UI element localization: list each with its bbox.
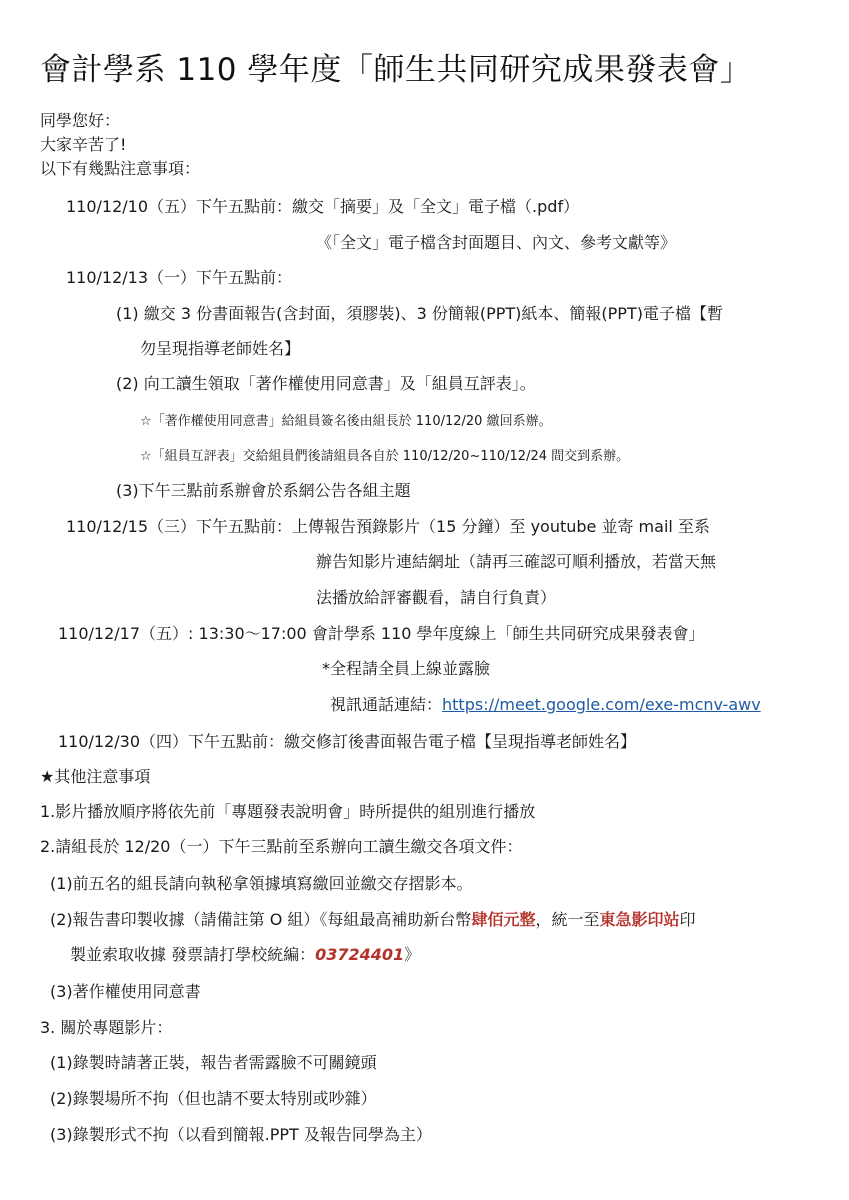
greeting-line: 同學您好： bbox=[40, 111, 121, 130]
schedule-dec13-item: (3)下午三點前系辦會於系網公告各組主題 bbox=[116, 481, 411, 500]
other-subnote: (1)前五名的組長請向執秘拿領據填寫繳回並繳交存摺影本。 bbox=[50, 874, 473, 893]
greeting-line: 大家辛苦了! bbox=[40, 135, 127, 154]
other-subnote: (3)錄製形式不拘（以看到簡報.PPT 及報告同學為主） bbox=[50, 1125, 432, 1144]
other-note: 3. 關於專題影片： bbox=[40, 1018, 173, 1037]
other-note: 1.影片播放順序將依先前「專題發表說明會」時所提供的組別進行播放 bbox=[40, 802, 536, 821]
schedule-dec13-item: 勿呈現指導老師姓名】 bbox=[140, 339, 301, 358]
other-note: 2.請組長於 12/20（一）下午三點前至系辦向工讀生繳交各項文件： bbox=[40, 837, 523, 856]
schedule-dec17-note: *全程請全員上線並露臉 bbox=[322, 659, 491, 678]
schedule-dec10-note: 《「全文」電子檔含封面題目、內文、參考文獻等》 bbox=[316, 233, 677, 252]
schedule-dec13-note: ☆「著作權使用同意書」給組員簽名後由組長於 110/12/20 繳回系辦。 bbox=[140, 414, 552, 429]
receipt-note-cont bbox=[70, 944, 420, 966]
schedule-dec10: 110/12/10（五）下午五點前：繳交「摘要」及「全文」電子檔（.pdf） bbox=[66, 197, 580, 216]
schedule-dec15-cont: 辦告知影片連結網址（請再三確認可順利播放，若當天無 bbox=[316, 552, 717, 571]
video-call-link[interactable]: https://meet.google.com/exe-mcnv-awv bbox=[442, 695, 761, 714]
other-subnote: (3)著作權使用同意書 bbox=[50, 982, 201, 1001]
schedule-dec17: 110/12/17（五）: 13:30～17:00 會計學系 110 學年度線上「師生共同研究成果發表會」 bbox=[58, 624, 705, 643]
schedule-dec15-cont: 法播放給評審觀看，請自行負責） bbox=[316, 588, 557, 607]
print-shop-name: 東急影印站 bbox=[599, 910, 680, 929]
receipt-note-text: (2)報告書印製收據（請備註第 O 組）《每組最高補助新台幣 bbox=[50, 910, 472, 929]
schedule-dec13-item: (2) 向工讀生領取「著作權使用同意書」及「組員互評表」。 bbox=[116, 374, 536, 393]
other-subnote: (1)錄製時請著正裝，報告者需露臉不可關鏡頭 bbox=[50, 1053, 377, 1072]
receipt-note-text: 》 bbox=[404, 945, 421, 964]
schedule-dec15: 110/12/15（三）下午五點前：上傳報告預錄影片（15 分鐘）至 youtube 並寄 mail 至系 bbox=[66, 517, 710, 536]
page-title: 會計學系 110 學年度「師生共同研究成果發表會」 bbox=[40, 52, 752, 88]
schedule-dec30: 110/12/30（四）下午五點前：繳交修訂後書面報告電子檔【呈現指導老師姓名】 bbox=[58, 732, 637, 751]
schedule-dec13-item: (1) 繳交 3 份書面報告(含封面，須膠裝)、3 份簡報(PPT)紙本、簡報(PPT)電子檔【暫 bbox=[116, 304, 723, 323]
schedule-dec13: 110/12/13（一）下午五點前： bbox=[66, 268, 293, 287]
school-tax-id: 03724401 bbox=[315, 945, 405, 964]
receipt-note-text: 印 bbox=[679, 910, 696, 929]
video-call-link-row bbox=[330, 694, 761, 716]
other-subnote: (2)錄製場所不拘（但也請不要太特別或吵雜） bbox=[50, 1089, 377, 1108]
schedule-dec13-note: ☆「組員互評表」交給組員們後請組員各自於 110/12/20~110/12/24 間交到系辦。 bbox=[140, 449, 630, 464]
receipt-note-text: 製並索取收據 發票請打學校統編： bbox=[70, 945, 316, 964]
subsidy-amount: 肆佰元整 bbox=[471, 910, 536, 929]
video-call-link-label: 視訊通話連結： bbox=[330, 695, 443, 714]
receipt-note-text: ，統一至 bbox=[535, 910, 600, 929]
receipt-note bbox=[50, 909, 696, 931]
greeting-line: 以下有幾點注意事項： bbox=[40, 159, 201, 178]
other-notes-heading: ★其他注意事項 bbox=[40, 767, 151, 786]
